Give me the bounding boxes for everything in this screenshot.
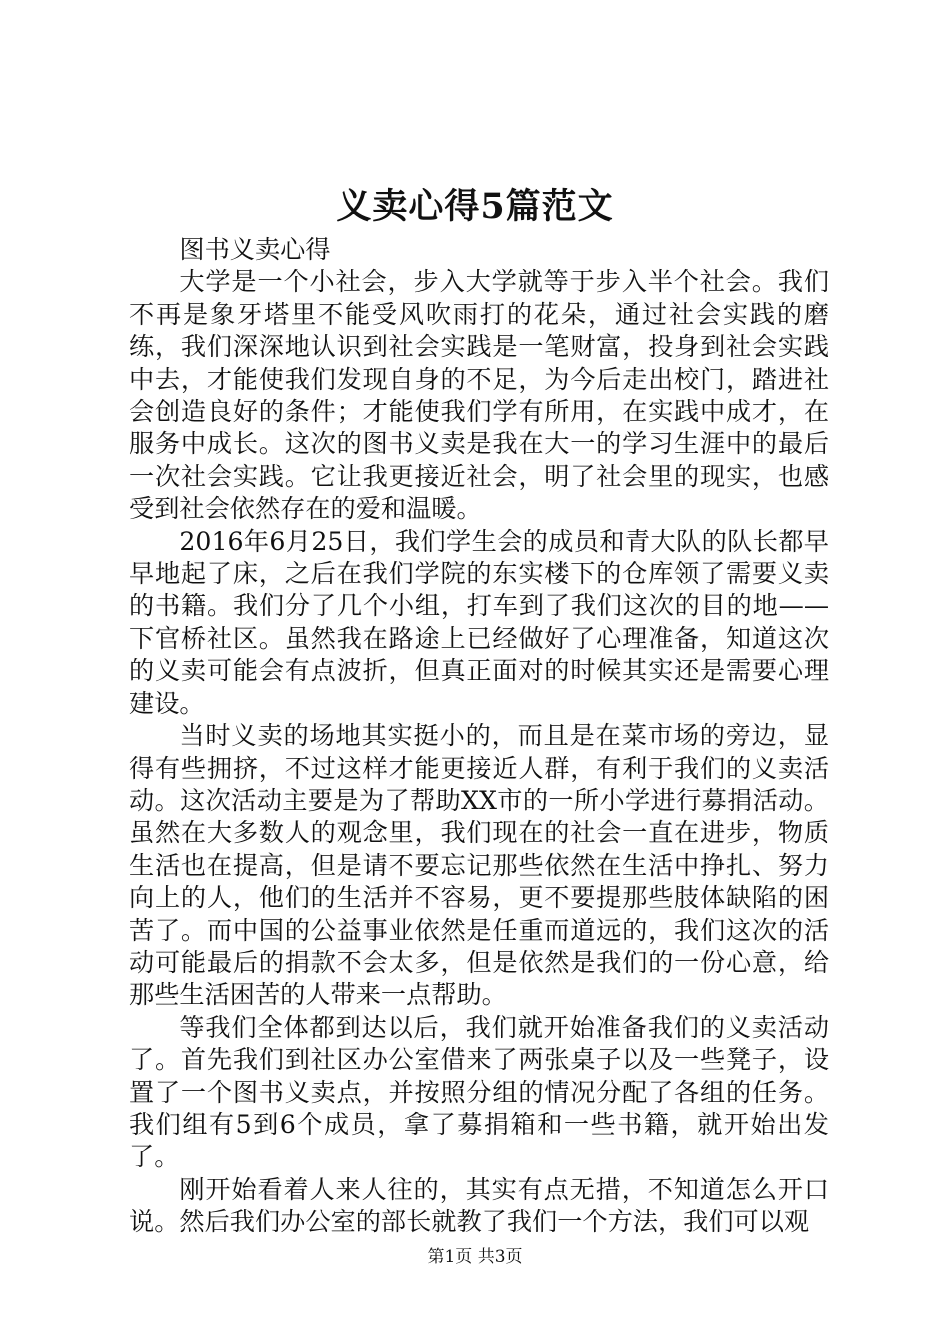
paragraph-1: 大学是一个小社会，步入大学就等于步入半个社会。我们不再是象牙塔里不能受风吹雨打的花朵，通过社会实践的磨练，我们深深地认识到社会实践是一笔财富，投身到社会实践中去，才能使我们发现自身的不足，为今后走出校门，踏进社会创造良好的条件；才能使我们学有所用，在实践中成才，在服务中成长。这次的图书义卖是我在大一的学习生涯中的最后一次社会实践。它让我更接近社会，明了社会里的现实，也感受到社会依然存在的爱和温暖。 xyxy=(129,267,829,524)
paragraph-3: 当时义卖的场地其实挺小的，而且是在菜市场的旁边，显得有些拥挤，不过这样才能更接近人群，有利于我们的义卖活动。这次活动主要是为了帮助XX市的一所小学进行募捐活动。虽然在大多数人的观念里，我们现在的社会一直在进步，物质生活也在提高，但是请不要忘记那些依然在生活中挣扎、努力向上的人，他们的生活并不容易，更不要提那些肢体缺陷的困苦了。而中国的公益事业依然是任重而道远的，我们这次的活动可能最后的捐款不会太多，但是依然是我们的一份心意，给那些生活困苦的人带来一点帮助。 xyxy=(129,721,829,1010)
page-footer: 第1页 共3页 xyxy=(427,1247,523,1267)
paragraph-5: 刚开始看着人来人往的，其实有点无措，不知道怎么开口说。然后我们办公室的部长就教了我们一个方法，我们可以观 xyxy=(129,1174,829,1237)
section-subheading: 图书义卖心得 xyxy=(179,235,331,264)
paragraph-4: 等我们全体都到达以后，我们就开始准备我们的义卖活动了。首先我们到社区办公室借来了两张桌子以及一些凳子，设置了一个图书义卖点，并按照分组的情况分配了各组的任务。我们组有5到6个成员，拿了募捐箱和一些书籍，就开始出发了。 xyxy=(129,1012,829,1172)
document-body xyxy=(129,234,829,1239)
paragraph-2: 2016年6月25日，我们学生会的成员和青大队的队长都早早地起了床，之后在我们学院的东实楼下的仓库领了需要义卖的书籍。我们分了几个小组，打车到了我们这次的目的地——下官桥社区。虽然我在路途上已经做好了心理准备，知道这次的义卖可能会有点波折，但真正面对的时候其实还是需要心理建设。 xyxy=(129,526,829,718)
document-title: 义卖心得5篇范文 xyxy=(336,186,614,227)
